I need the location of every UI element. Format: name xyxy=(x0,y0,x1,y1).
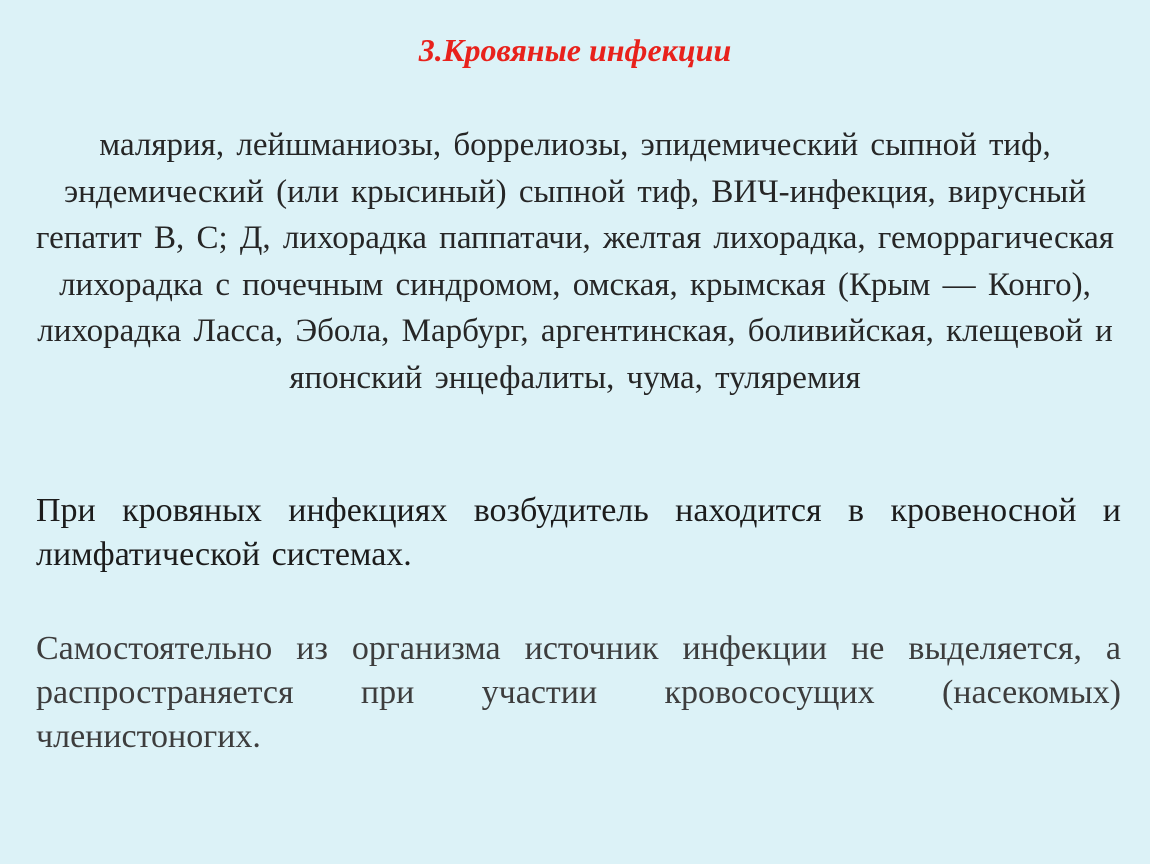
transmission-description: Самостоятельно из организма источник инфекции не выделяется, а распространяется при участии кровососущих (насекомых) членистоногих. xyxy=(36,630,1121,755)
diseases-list: малярия, лейшманиозы, боррелиозы, эпидемический сыпной тиф, эндемический (или крысиный) сыпной тиф, ВИЧ-инфекция, вирусный гепатит В, С; Д, лихорадка паппатачи, желтая лихорадка, геморрагическая лихорадка с почечным синдромом, омская, крымская (Крым — Конго), лихорадка Ласса, Эбола, Марбург, аргентинская, боливийская, клещевой и японский энцефалиты, чума, туляремия xyxy=(36,127,1114,396)
blood-infection-description: При кровяных инфекциях возбудитель находится в кровеносной и лимфатической системах. xyxy=(36,492,1121,573)
slide-title: 3.Кровяные инфекции xyxy=(418,32,732,68)
